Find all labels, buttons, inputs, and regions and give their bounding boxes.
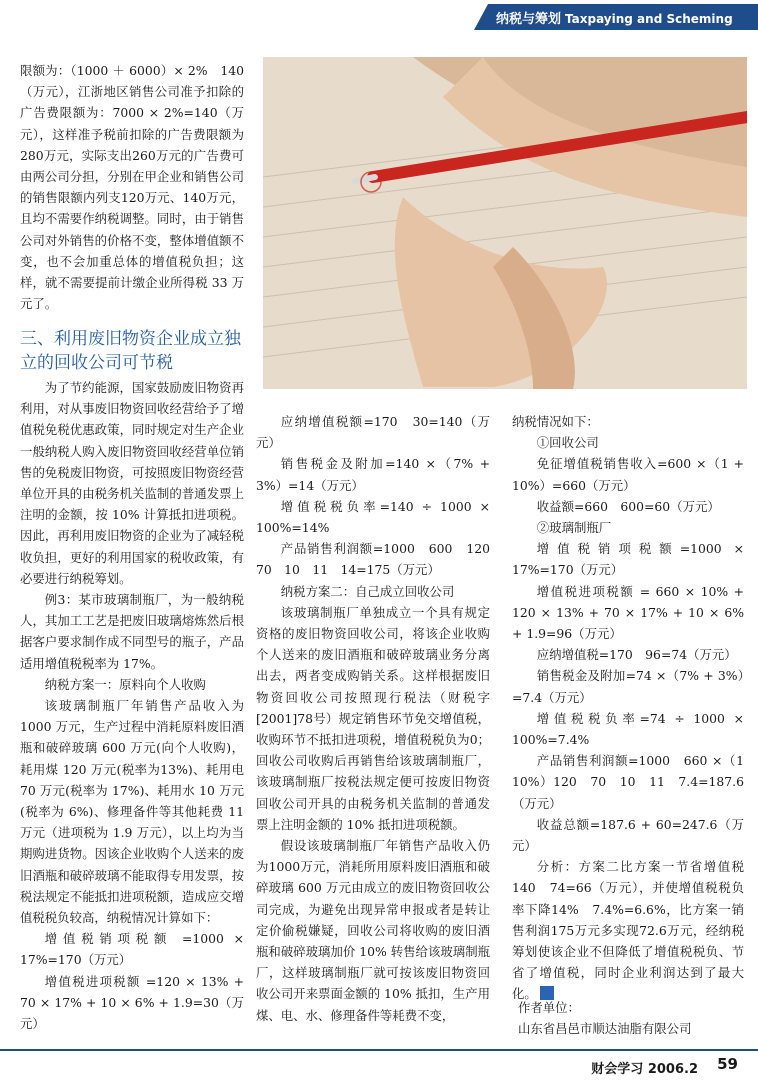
- paragraph: 纳税方案一：原料向个人收购: [44, 676, 206, 692]
- paragraph: 免征增值税销售收入=600 ×（1 + 10%）=660（万元）: [512, 456, 744, 493]
- footer-journal: 财会学习 2006.2: [591, 1062, 698, 1077]
- paragraph: 增值税销项税额 =1000 × 17%=170（万元）: [20, 931, 244, 968]
- paragraph: 为了节约能源，国家鼓励废旧物资再利用，对从事废旧物资回收经营给予了增值税免税优惠政策，同时规定对生产企业一般纳税人购入废旧物资回收经营单位销售的免税废旧物资，可按照废旧物资经营单位开具的由税务机关监制的普通发票上注明的金额，按 10% 计算抵扣进项税。因此，再利用废旧物资的企业为了减轻税收负担，更好的利用国家的税收政策，有必要进行纳税筹划。: [20, 380, 244, 586]
- paragraph: 纳税方案二：自己成立回收公司: [280, 583, 455, 599]
- paragraph: 增值税税负率=74 ÷ 1000 × 100%=7.4%: [512, 710, 744, 748]
- section-header-cn: 纳税与筹划: [496, 12, 562, 27]
- paragraph: 例3：某市玻璃制瓶厂，为一般纳税人，其加工工艺是把废旧玻璃熔炼然后根据客户要求制作成不同型号的瓶子，产品适用增值税税率为 17%。: [20, 592, 244, 671]
- page-number: 59: [717, 1055, 738, 1073]
- analysis-text: 分析：方案二比方案一节省增值税140 74=66（万元），并使增值税税负率下降14% 7.4%=6.6%，比方案一销售利润175万元多实现72.6万元，经纳税筹划使该企业不但降低了增值税税负、节省了增值税，同时企业利润达到了最大化。: [512, 859, 744, 1002]
- paragraph: 增值税进项税额 =120 × 13% + 70 × 17% + 10 × 6% + 1.9=30（万元）: [20, 973, 244, 1032]
- paragraph-analysis: [512, 856, 744, 1004]
- paragraph: 增值税税负率=140 ÷ 1000 × 100%=14%: [256, 498, 490, 536]
- paragraph: 假设该玻璃制瓶厂年销售产品收入仍为1000万元，消耗所用原料废旧酒瓶和破碎玻璃 600 万元由成立的废旧物资回收公司完成，为避免出现异常申报或者是转让定价偷税嫌疑，回收公司将收购的废旧酒瓶和破碎玻璃加价 10% 转售给该玻璃制瓶厂，这样玻璃制瓶厂就可按该废旧物资回收公司开来票面金额的 10% 抵扣，生产用煤、电、水、修理备件等耗费不变，: [256, 838, 490, 1023]
- header-slash: [474, 4, 488, 30]
- footer-rule: [0, 1049, 758, 1051]
- paragraph: ②玻璃制瓶厂: [536, 520, 612, 536]
- paragraph: 增值税进项税额 = 660 × 10% + 120 × 13% + 70 × 17% + 10 × 6% + 1.9=96（万元）: [512, 583, 744, 642]
- column-2: [256, 411, 503, 1026]
- paragraph: 收益总额=187.6 + 60=247.6（万元）: [512, 816, 744, 854]
- hand-pen-illustration: [263, 57, 747, 389]
- photo-hand-with-pen: [263, 57, 747, 389]
- section-title: 三、利用废旧物资企业成立独立的回收公司可节税: [20, 329, 241, 373]
- paragraph: 纳税情况如下：: [512, 414, 599, 429]
- paragraph: 应纳增值税额=170 30=140（万元）: [256, 414, 490, 451]
- paragraph: 收益额=660 600=60（万元）: [536, 498, 720, 514]
- paragraph: 增值税销项税额=1000 × 17%=170（万元）: [512, 541, 744, 578]
- paragraph: 限额为：（1000 ＋ 6000）× 2% 140（万元），江浙地区销售公司准予扣除的广告费限额为：7000 × 2%=140（万元），这样准予税前扣除的广告费限额为280万元，实际支出260万元的广告费可由两公司分担，分别在甲企业和销售公司的销售限额内列支120万元、140万元，且均不需要作纳税调整。同时，由于销售公司对外销售的价格不变，整体增值额不变，也不会加重总体的增值税负担；这样，就不需要提前计缴企业所得税 33 万元了。: [20, 63, 244, 312]
- paragraph: 该玻璃制瓶厂年销售产品收入为 1000 万元，生产过程中消耗原料废旧酒瓶和破碎玻璃 600 万元(向个人收购)，耗用煤 120 万元(税率为13%)、耗用电 70 万元(税率为 17%)、耗用水 10 万元(税率为 6%)、修理备件等其他耗费 11 万元（进项税为 1.9 万元），以上均为当期购进货物。因该企业收购个人送来的废旧酒瓶和破碎玻璃不能取得专用发票，按税法规定不能抵扣进项税额，造成应交增值税税负较高，纳税情况计算如下：: [20, 698, 244, 926]
- section-header-en: Taxpaying and Scheming: [565, 12, 733, 26]
- paragraph: 产品销售利润额=1000 600 120 70 10 11 14=175（万元）: [256, 541, 503, 578]
- author-label: 作者单位：: [518, 1000, 580, 1015]
- column-3: [512, 411, 744, 1005]
- paragraph: 销售税金及附加=140 ×（7% + 3%）=14（万元）: [256, 456, 490, 493]
- paragraph: 该玻璃制瓶厂单独成立一个具有规定资格的废旧物资回收公司，将该企业收购个人送来的废旧酒瓶和破碎玻璃业务分离出去，两者变成购销关系。这样根据废旧物资回收公司按照现行税法（财税字[2001]78号）规定销售环节免交增值税，收购环节不抵扣进项税，增值税税负为0；回收公司收购后再销售给该玻璃制瓶厂，该玻璃制瓶厂按税法规定便可按废旧物资回收公司开具的由税务机关监制的普通发票上注明金额的 10% 抵扣进项税额。: [256, 604, 490, 832]
- section-header: [496, 8, 733, 27]
- paragraph: 应纳增值税=170 96=74（万元）: [536, 647, 737, 663]
- paragraph: ①回收公司: [536, 435, 599, 451]
- paragraph: 销售税金及附加=74 ×（7% + 3%）=7.4（万元）: [512, 668, 744, 705]
- author-affiliation: 山东省昌邑市顺达油脂有限公司: [518, 1021, 692, 1036]
- column-1-bottom: [20, 377, 244, 1034]
- column-1-top: [20, 60, 244, 314]
- paragraph: 产品销售利润额=1000 660 ×（1 10%）120 70 10 11 7.4=187.6（万元）: [512, 753, 744, 811]
